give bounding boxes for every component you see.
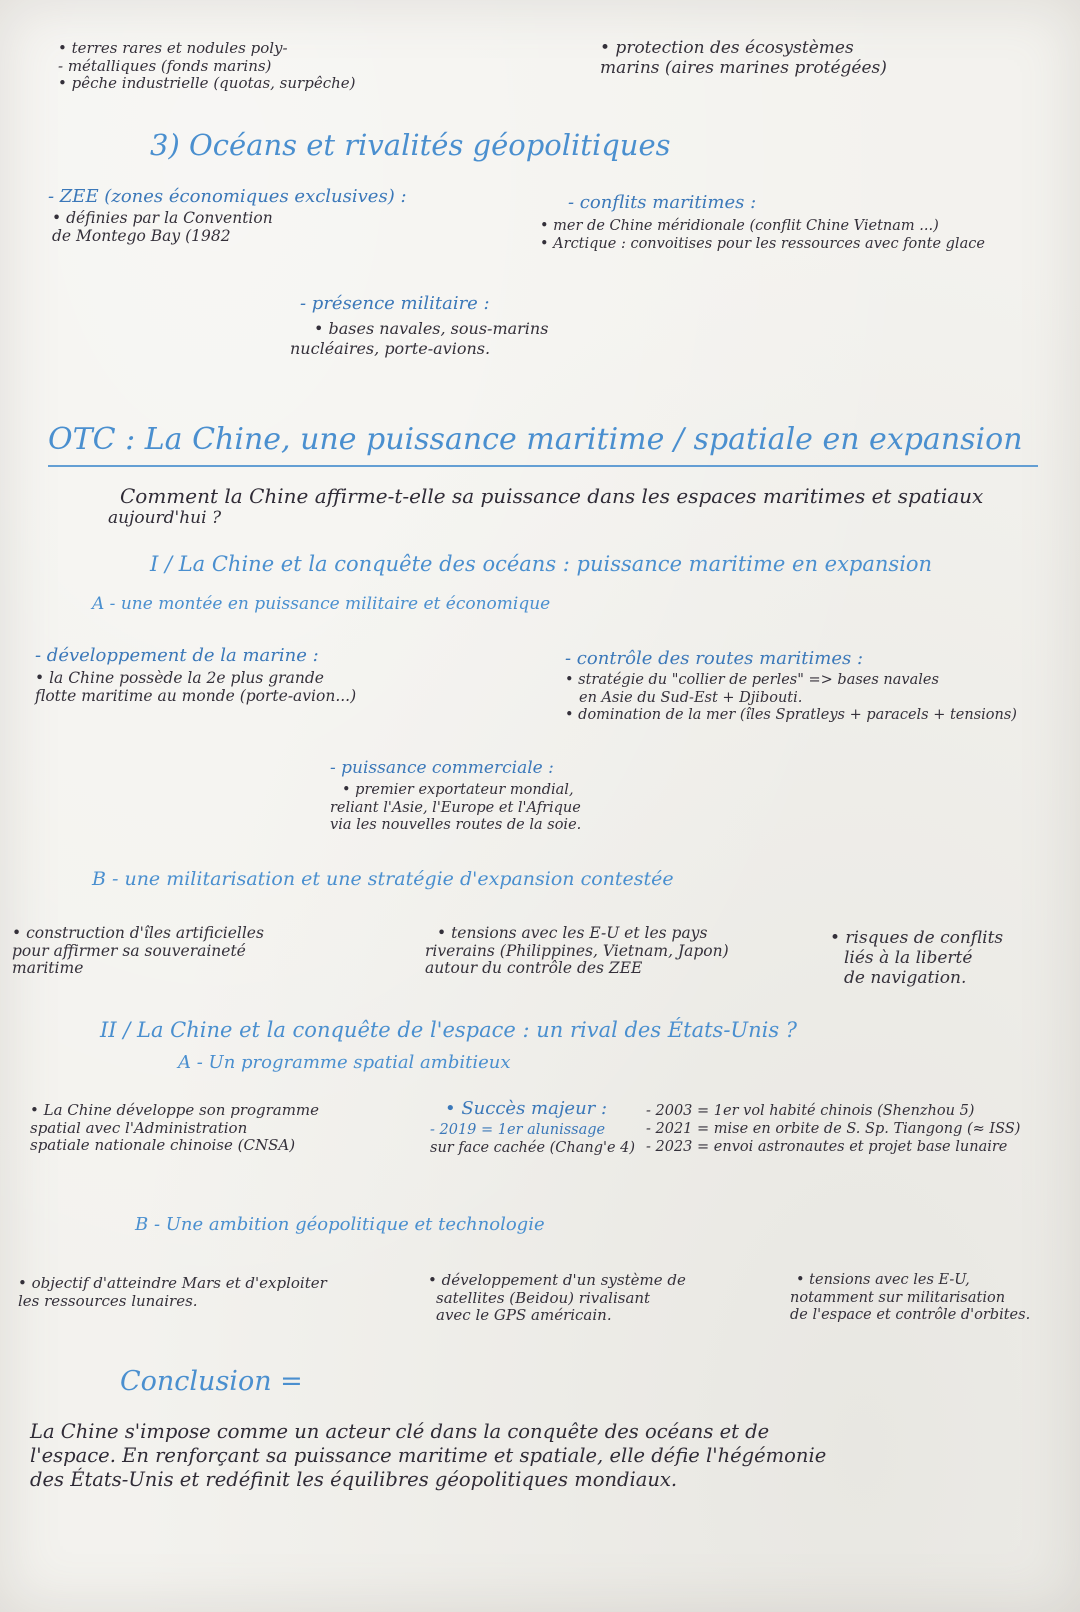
top-left-notes — [58, 40, 355, 93]
note-line: • mer de Chine méridionale (conflit Chine Vietnam ...) — [540, 218, 939, 234]
note-line: de l'espace et contrôle d'orbites. — [790, 1307, 1031, 1323]
note-line: marins (aires marines protégées) — [600, 58, 887, 78]
note-line: - 2023 = envoi astronautes et projet base lunaire — [646, 1139, 1008, 1155]
note-line: • objectif d'atteindre Mars et d'exploiter — [18, 1274, 327, 1292]
part-2-a-col-3 — [646, 1102, 1020, 1156]
conflits-notes — [540, 218, 985, 253]
note-line: • tensions avec les E-U et les pays — [437, 924, 708, 942]
note-line: • bases navales, sous-marins — [314, 319, 549, 338]
routes-title: - contrôle des routes maritimes : — [565, 648, 864, 669]
conclusion-line: des États-Unis et redéfinit les équilibres géopolitiques mondiaux. — [30, 1468, 678, 1491]
note-line: • protection des écosystèmes — [600, 38, 854, 58]
part-2-a-title: A - Un programme spatial ambitieux — [178, 1052, 511, 1073]
part-1-b-col-2 — [425, 925, 729, 978]
note-line: spatial avec l'Administration — [30, 1118, 248, 1137]
part-2-b-title: B - Une ambition géopolitique et technologie — [135, 1214, 545, 1235]
note-line: • la Chine possède la 2e plus grande — [35, 669, 324, 687]
note-line: • domination de la mer (îles Spratleys + paracels + tensions) — [565, 707, 1017, 723]
zee-title: - ZEE (zones économiques exclusives) : — [48, 186, 407, 207]
militaire-notes — [290, 319, 548, 359]
otc-underline — [48, 465, 1038, 467]
note-line: • La Chine développe son programme — [30, 1101, 320, 1119]
part-2-b-col-1 — [18, 1275, 327, 1310]
note-line: sur face cachée (Chang'e 4) — [430, 1139, 636, 1156]
note-line: • premier exportateur mondial, — [342, 782, 574, 798]
note-line: pour affirmer sa souveraineté — [12, 941, 246, 960]
zee-notes — [52, 210, 273, 245]
conclusion-line: La Chine s'impose comme un acteur clé dans la conquête des océans et de — [30, 1420, 770, 1443]
part-1-b-col-3 — [830, 928, 1003, 988]
otc-title: OTC : La Chine, une puissance maritime / spatiale en expansion — [48, 422, 1023, 457]
conclusion-text — [30, 1420, 826, 1492]
commerce-title: - puissance commerciale : — [330, 758, 554, 778]
note-line: • définies par la Convention — [52, 209, 273, 227]
note-line: - métalliques (fonds marins) — [58, 56, 272, 75]
note-line: avec le GPS américain. — [436, 1306, 612, 1324]
commerce-notes — [330, 782, 581, 835]
part-2-a-col-2 — [430, 1122, 635, 1157]
note-line: - 2003 = 1er vol habité chinois (Shenzhou 5) — [646, 1103, 975, 1119]
note-line: • pêche industrielle (quotas, surpêche) — [58, 74, 356, 92]
note-line: en Asie du Sud-Est + Djibouti. — [579, 689, 803, 706]
part-2-title: II / La Chine et la conquête de l'espace : un rival des États-Unis ? — [100, 1018, 798, 1042]
note-line: • construction d'îles artificielles — [12, 924, 264, 942]
marine-notes — [35, 670, 356, 705]
conclusion-line: l'espace. En renforçant sa puissance maritime et spatiale, elle défie l'hégémonie — [30, 1444, 827, 1467]
note-line: • terres rares et nodules poly- — [58, 39, 288, 57]
problem-question-line-1: Comment la Chine affirme-t-elle sa puissance dans les espaces maritimes et spatiaux — [120, 484, 984, 508]
note-line: de Montego Bay (1982 — [52, 226, 231, 245]
part-2-b-col-3 — [790, 1272, 1030, 1325]
note-line: satellites (Beidou) rivalisant — [436, 1288, 651, 1307]
note-line: liés à la liberté — [844, 948, 973, 968]
conflits-title: - conflits maritimes : — [568, 192, 757, 213]
note-line: nucléaires, porte-avions. — [290, 339, 491, 358]
part-2-a-col-1 — [30, 1102, 319, 1155]
top-right-notes — [600, 38, 887, 78]
conclusion-title: Conclusion = — [120, 1366, 303, 1397]
note-line: flotte maritime au monde (porte-avion...) — [35, 686, 357, 705]
note-line: - 2021 = mise en orbite de S. Sp. Tiangong (≈ ISS) — [646, 1121, 1021, 1137]
problem-question-line-2: aujourd'hui ? — [108, 508, 222, 528]
succes-title: • Succès majeur : — [445, 1098, 608, 1119]
note-line: notamment sur militarisation — [790, 1289, 1006, 1306]
part-1-a-title: A - une montée en puissance militaire et économique — [92, 594, 551, 614]
note-line: maritime — [12, 959, 84, 977]
note-line: • tensions avec les E-U, — [796, 1272, 970, 1288]
militaire-title: - présence militaire : — [300, 293, 490, 314]
note-line: • Arctique : convoitises pour les ressources avec fonte glace — [540, 235, 985, 252]
section-3-title: 3) Océans et rivalités géopolitiques — [150, 128, 671, 162]
part-1-b-title: B - une militarisation et une stratégie d'expansion contestée — [92, 868, 674, 890]
marine-title: - développement de la marine : — [35, 645, 319, 666]
note-line: via les nouvelles routes de la soie. — [330, 817, 582, 833]
note-line: • stratégie du "collier de perles" => bases navales — [565, 672, 939, 688]
note-line: de navigation. — [844, 968, 967, 988]
part-2-b-col-2 — [428, 1272, 686, 1325]
note-line: riverains (Philippines, Vietnam, Japon) — [425, 941, 729, 960]
part-1-title: I / La Chine et la conquête des océans : puissance maritime en expansion — [150, 552, 933, 576]
note-line: les ressources lunaires. — [18, 1291, 198, 1310]
note-line: spatiale nationale chinoise (CNSA) — [30, 1136, 296, 1154]
note-line: reliant l'Asie, l'Europe et l'Afrique — [330, 799, 581, 816]
note-line: - 2019 = 1er alunissage — [430, 1122, 606, 1138]
routes-notes — [565, 672, 1017, 725]
part-1-b-col-1 — [12, 925, 264, 978]
note-line: • développement d'un système de — [428, 1271, 686, 1289]
note-line: autour du contrôle des ZEE — [425, 959, 643, 977]
note-line: • risques de conflits — [830, 928, 1004, 948]
